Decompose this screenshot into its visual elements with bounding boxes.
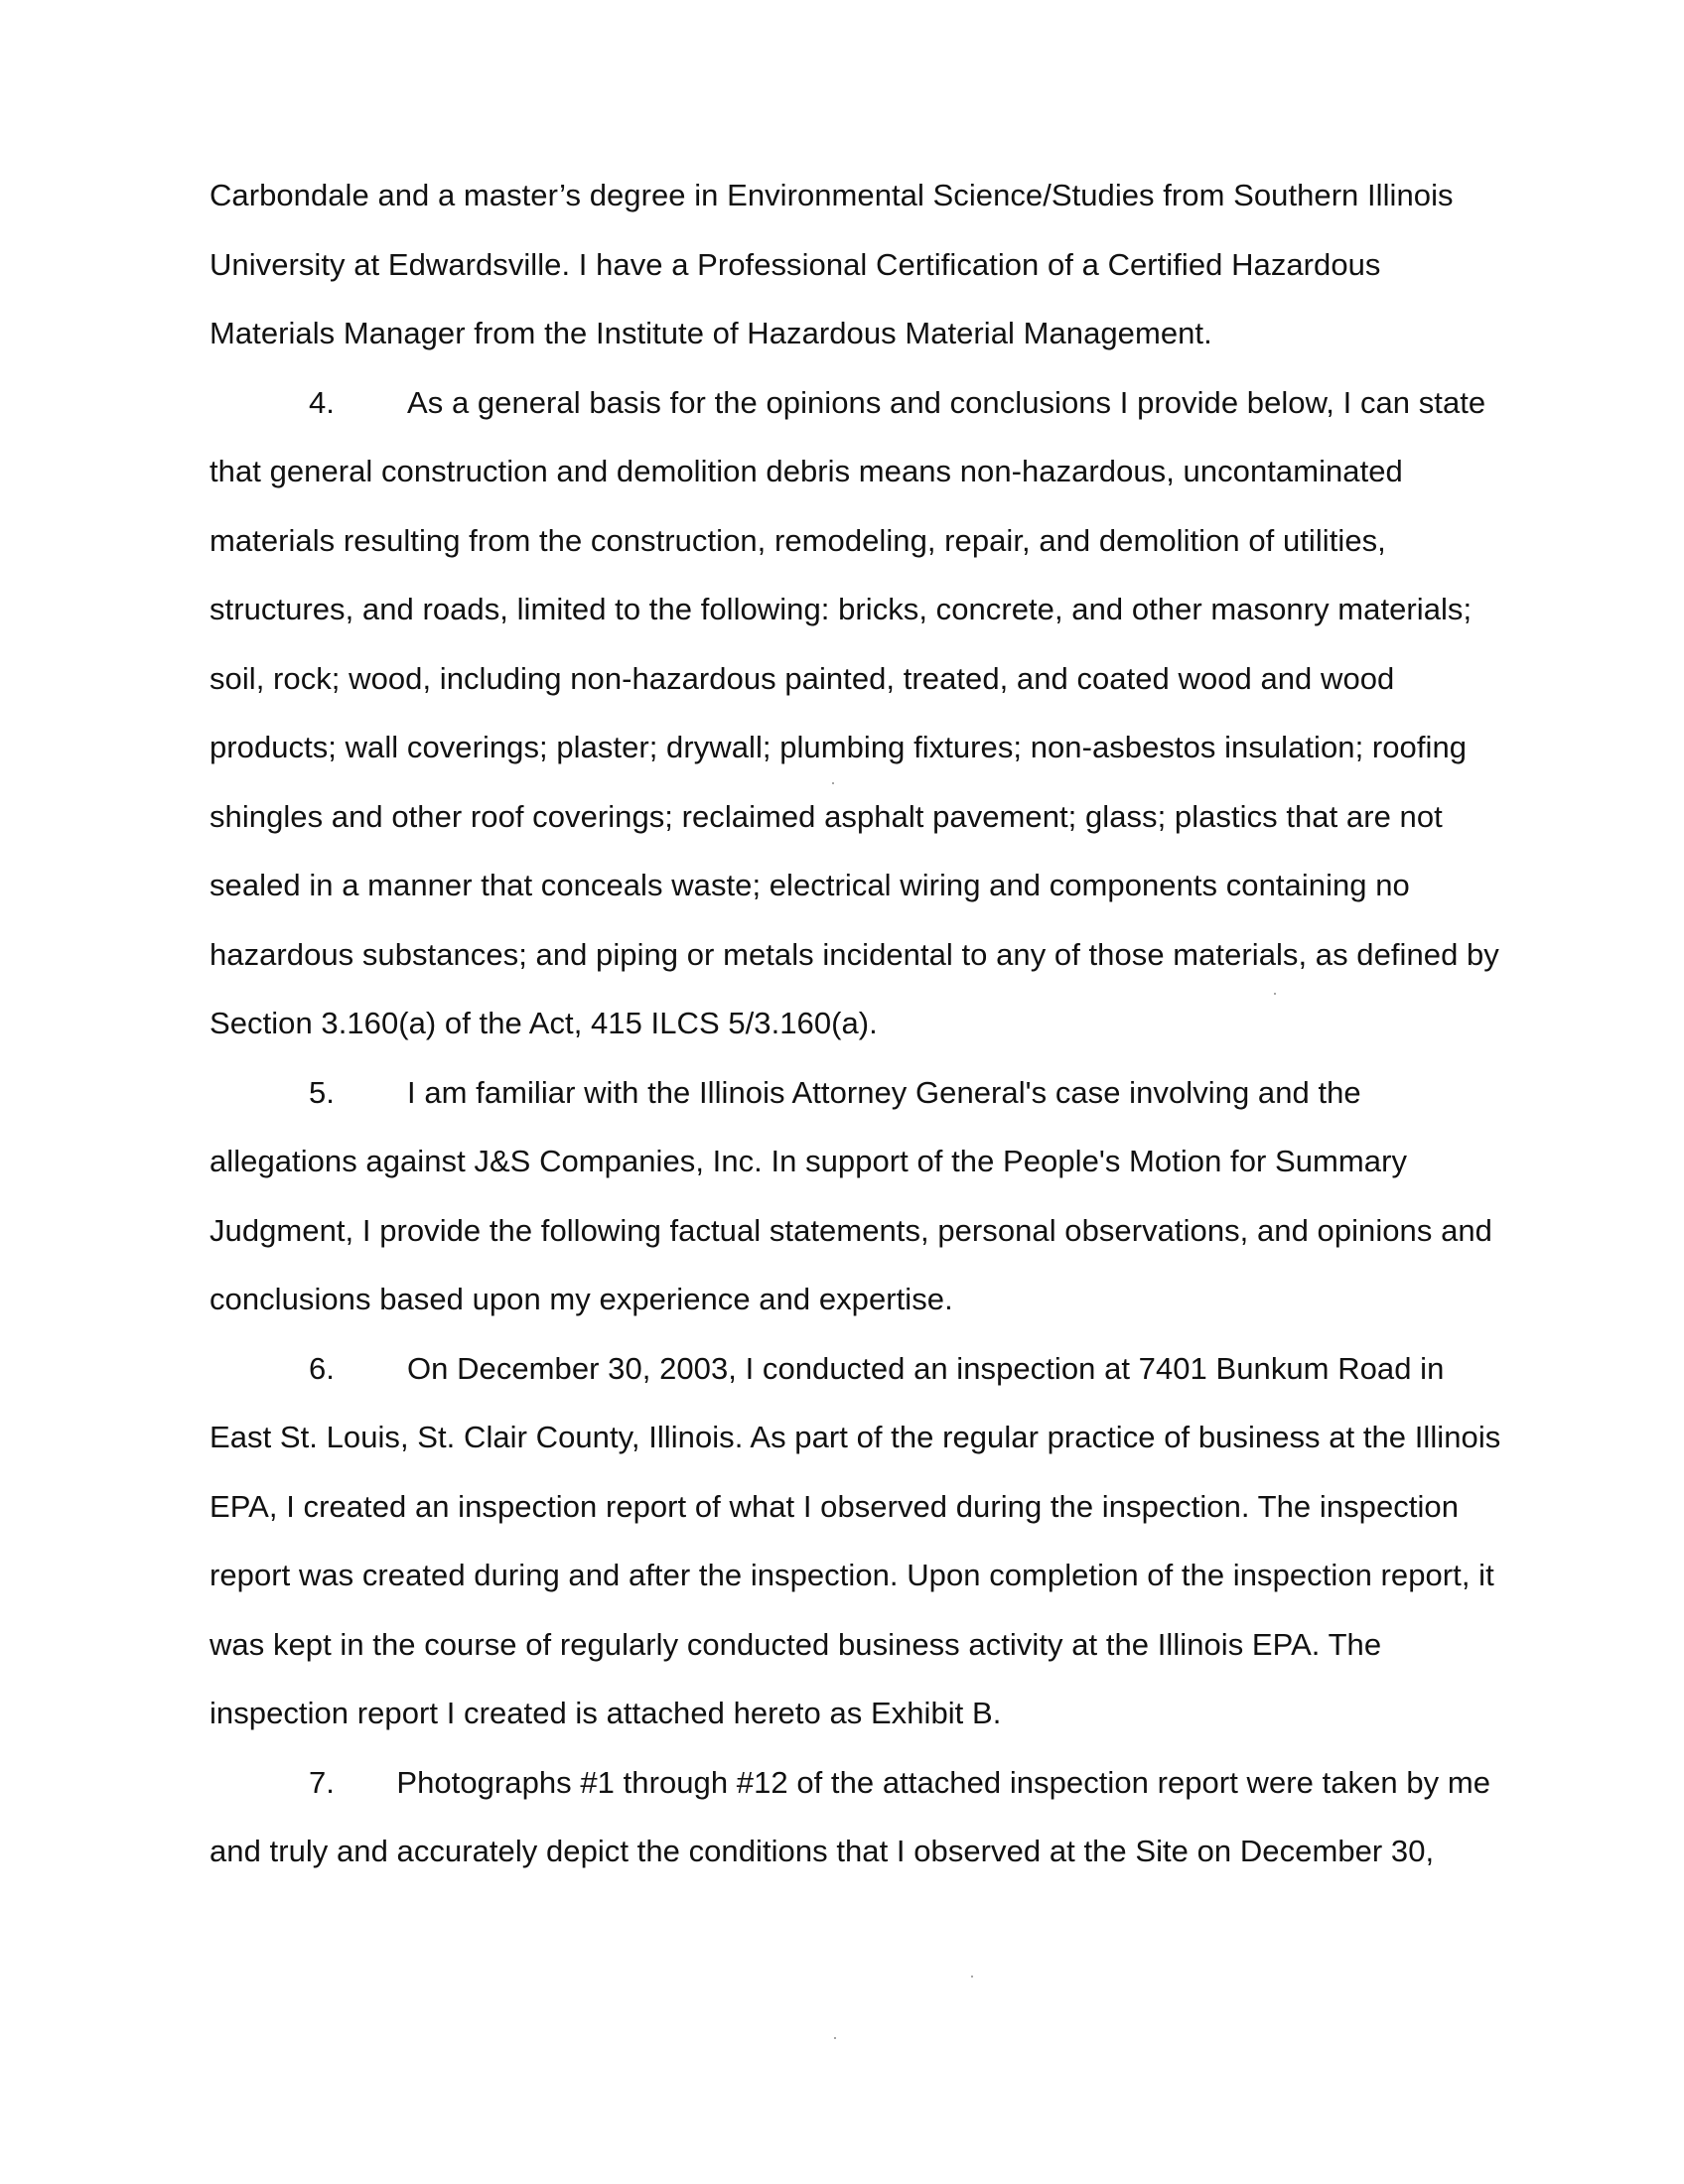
paragraph-text: I am familiar with the Illinois Attorney General's case involving and the xyxy=(407,1074,1361,1110)
paragraph-line: was kept in the course of regularly conducted business activity at the Illinois EPA. The xyxy=(210,1626,1382,1662)
paragraph-line: EPA, I created an inspection report of what I observed during the inspection. The inspection xyxy=(210,1488,1459,1524)
scan-speck xyxy=(1274,993,1276,995)
paragraph-line: shingles and other roof coverings; reclaimed asphalt pavement; glass; plastics that are not xyxy=(210,798,1443,834)
paragraph-line: and truly and accurately depict the conditions that I observed at the Site on December 30, xyxy=(210,1834,1435,1868)
scan-speck xyxy=(834,2037,836,2039)
paragraph-line: structures, and roads, limited to the following: bricks, concrete, and other masonry materials; xyxy=(210,592,1473,626)
paragraph-line: Judgment, I provide the following factual statements, personal observations, and opinions and xyxy=(210,1212,1492,1248)
intro-line: University at Edwardsville. I have a Professional Certification of a Certified Hazardous xyxy=(210,246,1381,282)
paragraph-line: that general construction and demolition debris means non-hazardous, uncontaminated xyxy=(210,454,1403,488)
paragraph-line: hazardous substances; and piping or metals incidental to any of those materials, as defined by xyxy=(210,936,1499,972)
scan-speck xyxy=(971,1976,973,1978)
intro-line: Materials Manager from the Institute of Hazardous Material Management. xyxy=(210,316,1212,350)
paragraph-7-first-line xyxy=(210,1748,1490,1818)
paragraph-line: materials resulting from the construction, remodeling, repair, and demolition of utilities, xyxy=(210,522,1386,558)
paragraph-4-first-line xyxy=(210,368,1490,438)
paragraph-number: 4. xyxy=(309,384,335,420)
intro-line: Carbondale and a master’s degree in Environmental Science/Studies from Southern Illinois xyxy=(210,178,1454,212)
paragraph-5-first-line xyxy=(210,1058,1490,1128)
paragraph-line: Section 3.160(a) of the Act, 415 ILCS 5/3.160(a). xyxy=(210,1006,878,1040)
scan-speck xyxy=(832,782,834,784)
paragraph-text: On December 30, 2003, I conducted an inspection at 7401 Bunkum Road in xyxy=(407,1350,1445,1386)
paragraph-number: 5. xyxy=(309,1074,335,1110)
paragraph-line: products; wall coverings; plaster; drywall; plumbing fixtures; non-asbestos insulation; roofing xyxy=(210,730,1468,764)
paragraph-line: soil, rock; wood, including non-hazardous painted, treated, and coated wood and wood xyxy=(210,660,1395,696)
paragraph-number: 6. xyxy=(309,1350,335,1386)
paragraph-text: As a general basis for the opinions and conclusions I provide below, I can state xyxy=(407,384,1486,420)
paragraph-line: conclusions based upon my experience and expertise. xyxy=(210,1282,953,1316)
paragraph-6-first-line xyxy=(210,1334,1490,1404)
paragraph-line: report was created during and after the inspection. Upon completion of the inspection report, it xyxy=(210,1558,1494,1592)
paragraph-text: Photographs #1 through #12 of the attached inspection report were taken by me xyxy=(396,1764,1490,1800)
document-body xyxy=(210,161,1501,1886)
paragraph-line: inspection report I created is attached hereto as Exhibit B. xyxy=(210,1696,1002,1730)
paragraph-number: 7. xyxy=(309,1764,335,1800)
paragraph-line: sealed in a manner that conceals waste; electrical wiring and components containing no xyxy=(210,868,1410,902)
paragraph-line: allegations against J&S Companies, Inc. In support of the People's Motion for Summary xyxy=(210,1144,1408,1178)
paragraph-line: East St. Louis, St. Clair County, Illinois. As part of the regular practice of business at the Illinois xyxy=(210,1420,1501,1454)
